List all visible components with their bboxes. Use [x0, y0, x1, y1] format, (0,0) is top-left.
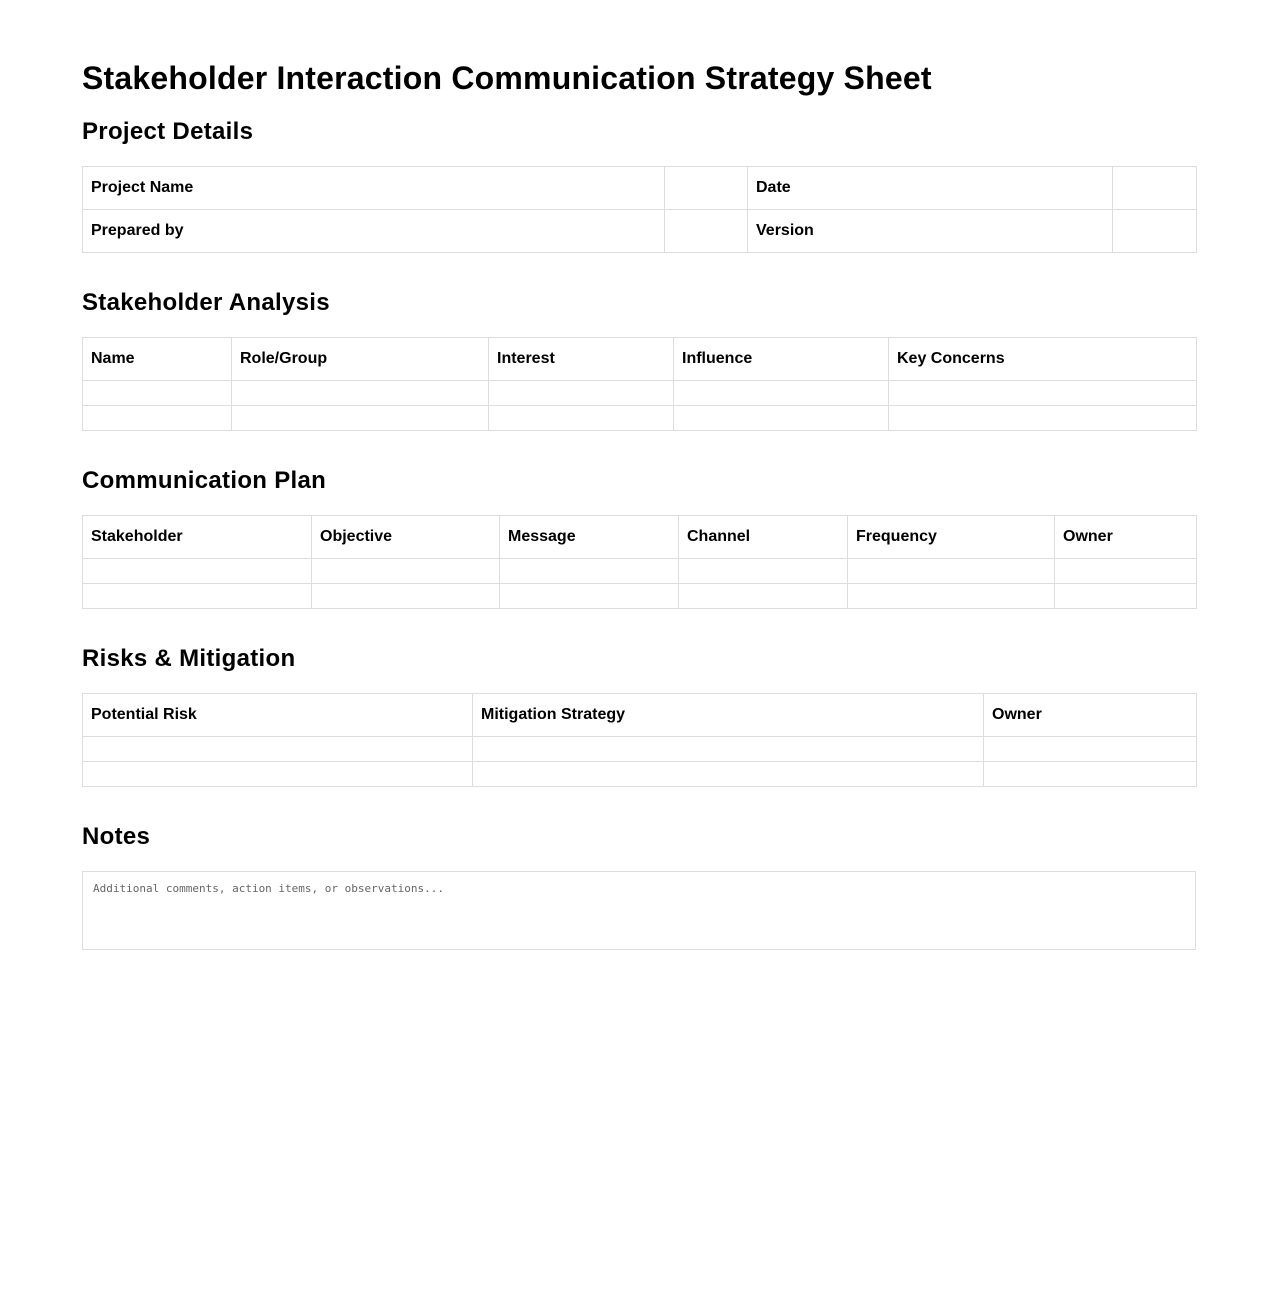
project-name-label: Project Name: [83, 167, 665, 210]
table-header-row: [83, 516, 1197, 559]
table-cell[interactable]: [984, 737, 1197, 762]
table-row: [83, 167, 1197, 210]
table-cell[interactable]: [679, 559, 848, 584]
column-header: Frequency: [848, 516, 1055, 559]
table-cell[interactable]: [473, 762, 984, 787]
column-header: Owner: [984, 694, 1197, 737]
column-header: Influence: [674, 338, 889, 381]
table-row: [83, 559, 1197, 584]
version-field[interactable]: [1113, 210, 1197, 253]
table-row: [83, 584, 1197, 609]
project-details-table: [82, 166, 1197, 253]
table-cell[interactable]: [889, 406, 1197, 431]
prepared-by-label: Prepared by: [83, 210, 665, 253]
column-header: Message: [500, 516, 679, 559]
table-cell[interactable]: [312, 584, 500, 609]
table-row: [83, 381, 1197, 406]
column-header: Channel: [679, 516, 848, 559]
table-cell[interactable]: [83, 737, 473, 762]
section-heading-risks: Risks & Mitigation: [82, 645, 296, 672]
project-name-field[interactable]: [665, 167, 748, 210]
section-heading-notes: Notes: [82, 823, 151, 850]
date-field[interactable]: [1113, 167, 1197, 210]
table-row: [83, 210, 1197, 253]
table-row: [83, 406, 1197, 431]
section-heading-stakeholder-analysis: Stakeholder Analysis: [82, 289, 330, 316]
table-cell[interactable]: [984, 762, 1197, 787]
date-label: Date: [748, 167, 1113, 210]
table-cell[interactable]: [500, 559, 679, 584]
table-cell[interactable]: [83, 406, 232, 431]
table-header-row: [83, 694, 1197, 737]
table-cell[interactable]: [232, 406, 489, 431]
table-cell[interactable]: [312, 559, 500, 584]
version-label: Version: [748, 210, 1113, 253]
table-cell[interactable]: [83, 559, 312, 584]
table-cell[interactable]: [674, 381, 889, 406]
section-heading-project-details: Project Details: [82, 118, 254, 145]
table-cell[interactable]: [473, 737, 984, 762]
column-header: Key Concerns: [889, 338, 1197, 381]
column-header: Owner: [1055, 516, 1197, 559]
column-header: Name: [83, 338, 232, 381]
page-title: Stakeholder Interaction Communication Strategy Sheet: [82, 60, 932, 96]
table-cell[interactable]: [83, 584, 312, 609]
table-cell[interactable]: [500, 584, 679, 609]
table-row: [83, 762, 1197, 787]
section-heading-communication-plan: Communication Plan: [82, 467, 327, 494]
table-cell[interactable]: [889, 381, 1197, 406]
table-cell[interactable]: [489, 406, 674, 431]
table-cell[interactable]: [679, 584, 848, 609]
table-cell[interactable]: [1055, 559, 1197, 584]
table-cell[interactable]: [848, 559, 1055, 584]
stakeholder-analysis-table: [82, 337, 1197, 431]
column-header: Interest: [489, 338, 674, 381]
table-row: [83, 737, 1197, 762]
table-cell[interactable]: [674, 406, 889, 431]
table-header-row: [83, 338, 1197, 381]
table-cell[interactable]: [83, 762, 473, 787]
table-cell[interactable]: [848, 584, 1055, 609]
table-cell[interactable]: [1055, 584, 1197, 609]
prepared-by-field[interactable]: [665, 210, 748, 253]
column-header: Objective: [312, 516, 500, 559]
column-header: Role/Group: [232, 338, 489, 381]
table-cell[interactable]: [232, 381, 489, 406]
risks-table: [82, 693, 1197, 787]
notes-textarea[interactable]: [82, 871, 1196, 950]
communication-plan-table: [82, 515, 1197, 609]
column-header: Stakeholder: [83, 516, 312, 559]
column-header: Potential Risk: [83, 694, 473, 737]
table-cell[interactable]: [83, 381, 232, 406]
column-header: Mitigation Strategy: [473, 694, 984, 737]
table-cell[interactable]: [489, 381, 674, 406]
